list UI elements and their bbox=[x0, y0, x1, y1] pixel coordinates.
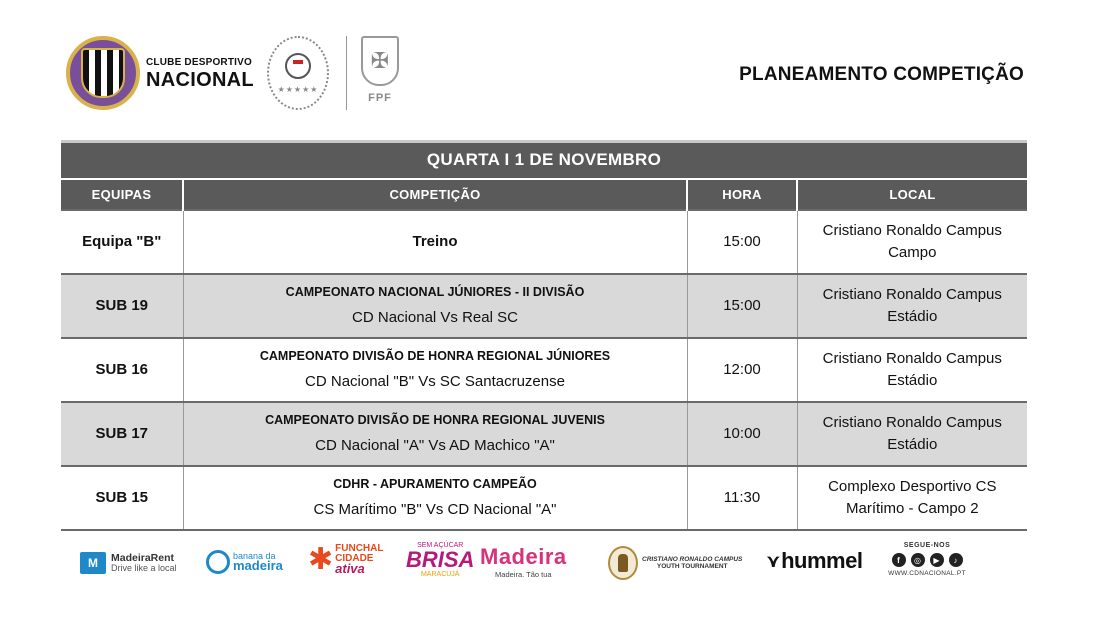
cr-campus-seal-icon bbox=[608, 546, 638, 580]
match-fixture: CD Nacional "B" Vs SC Santacruzense bbox=[305, 373, 565, 390]
sponsor-brisa-logo bbox=[406, 542, 474, 578]
madeirarent-icon: M bbox=[80, 552, 106, 574]
competition-name: CDHR - APURAMENTO CAMPEÃO bbox=[333, 477, 537, 491]
location-line2: Estádio bbox=[887, 371, 938, 389]
competition-cell bbox=[183, 338, 687, 402]
social-icons bbox=[882, 553, 972, 567]
madeirarent-tagline: Drive like a local bbox=[111, 562, 177, 573]
competition-name: CAMPEONATO DIVISÃO DE HONRA REGIONAL JUVENIS bbox=[265, 413, 605, 427]
madeira-tagline: Madeira. Tão tua bbox=[495, 570, 552, 579]
table-row bbox=[61, 210, 1027, 274]
running-figure-icon: ✱ bbox=[308, 542, 334, 576]
table-row bbox=[61, 338, 1027, 402]
time-cell: 15:00 bbox=[687, 210, 797, 274]
time-cell: 10:00 bbox=[687, 402, 797, 466]
competition-name: CAMPEONATO DIVISÃO DE HONRA REGIONAL JÚNIORES bbox=[259, 349, 611, 363]
location-line1: Cristiano Ronaldo Campus bbox=[822, 285, 1002, 303]
time-cell: 11:30 bbox=[687, 466, 797, 530]
match-fixture: CD Nacional "A" Vs AD Machico "A" bbox=[315, 437, 555, 454]
location-line1: Cristiano Ronaldo Campus bbox=[822, 413, 1002, 431]
table-row bbox=[61, 274, 1027, 338]
table-row bbox=[61, 466, 1027, 530]
fpf-logo bbox=[358, 36, 402, 114]
time-cell: 15:00 bbox=[687, 274, 797, 338]
location-line2: Estádio bbox=[887, 307, 938, 325]
competition-cell bbox=[183, 210, 687, 274]
match-fixture: CD Nacional Vs Real SC bbox=[352, 309, 518, 326]
location-line2: Marítimo - Campo 2 bbox=[846, 499, 979, 517]
club-name bbox=[146, 58, 254, 90]
sponsor-madeirarent-logo bbox=[80, 552, 177, 574]
youtube-icon[interactable]: ▶ bbox=[930, 553, 944, 567]
team-cell: SUB 16 bbox=[61, 338, 183, 402]
header-divider bbox=[346, 36, 347, 110]
competition-cell bbox=[183, 466, 687, 530]
football-icon bbox=[285, 53, 311, 79]
brisa-bottom: MARACUJÁ bbox=[420, 571, 460, 578]
team-cell: Equipa "B" bbox=[61, 210, 183, 274]
location-cell bbox=[797, 402, 1027, 466]
competition-name: CAMPEONATO NACIONAL JÚNIORES - II DIVISÃO bbox=[285, 285, 585, 299]
instagram-icon[interactable]: ◎ bbox=[911, 553, 925, 567]
team-cell: SUB 19 bbox=[61, 274, 183, 338]
brisa-name: BRISA bbox=[406, 547, 475, 572]
competition-cell bbox=[183, 402, 687, 466]
location-cell bbox=[797, 274, 1027, 338]
brisa-top: SEM AÇÚCAR bbox=[417, 542, 464, 549]
sponsor-banana-madeira-logo bbox=[206, 550, 283, 574]
location-cell bbox=[797, 210, 1027, 274]
hummel-chevron-icon: ⋎ bbox=[766, 550, 781, 571]
competition-cell bbox=[183, 274, 687, 338]
training-entity-certification-seal bbox=[267, 36, 329, 110]
schedule-day-heading: QUARTA I 1 DE NOVEMBRO bbox=[61, 142, 1027, 179]
schedule-table bbox=[61, 140, 1027, 531]
website-link[interactable]: WWW.CDNACIONAL.PT bbox=[888, 570, 966, 577]
facebook-icon[interactable]: f bbox=[892, 553, 906, 567]
banana-line1: banana da bbox=[233, 550, 276, 561]
shield-icon: ✠ bbox=[361, 36, 399, 86]
cr-campus-line2: YOUTH TOURNAMENT bbox=[656, 563, 728, 570]
table-row bbox=[61, 402, 1027, 466]
funchal-line2: CIDADE bbox=[335, 552, 374, 564]
social-follow-block bbox=[882, 542, 972, 577]
page-title: PLANEAMENTO COMPETIÇÃO bbox=[739, 64, 1024, 85]
team-cell: SUB 15 bbox=[61, 466, 183, 530]
sponsor-cr-campus-tournament-logo bbox=[608, 546, 742, 580]
certificate-stars: ★★★★★ bbox=[277, 84, 319, 94]
location-line1: Cristiano Ronaldo Campus bbox=[822, 221, 1002, 239]
madeirarent-name: MadeiraRent bbox=[111, 551, 175, 564]
cr-campus-line1: CRISTIANO RONALDO CAMPUS bbox=[642, 555, 743, 563]
madeira-name: Madeira bbox=[480, 544, 567, 569]
location-line1: Cristiano Ronaldo Campus bbox=[822, 349, 1002, 367]
location-line2: Campo bbox=[888, 243, 937, 261]
column-header-teams: EQUIPAS bbox=[61, 179, 183, 210]
column-header-location: LOCAL bbox=[797, 179, 1027, 210]
club-crest-logo bbox=[66, 36, 140, 110]
location-line2: Estádio bbox=[887, 435, 938, 453]
sponsor-funchal-cidade-ativa-logo bbox=[308, 544, 383, 575]
location-cell bbox=[797, 466, 1027, 530]
team-cell: SUB 17 bbox=[61, 402, 183, 466]
funchal-line1: FUNCHAL bbox=[335, 543, 384, 554]
location-cell bbox=[797, 338, 1027, 402]
club-name-line2: NACIONAL bbox=[146, 69, 254, 91]
time-cell: 12:00 bbox=[687, 338, 797, 402]
column-header-time: HORA bbox=[687, 179, 797, 210]
banana-line2: madeira bbox=[233, 558, 283, 574]
page-header bbox=[62, 32, 1026, 114]
competition-name: Treino bbox=[412, 233, 458, 250]
tiktok-icon[interactable]: ♪ bbox=[949, 553, 963, 567]
location-line1: Complexo Desportivo CS bbox=[828, 477, 997, 495]
hummel-name: hummel bbox=[781, 548, 863, 573]
column-header-competition: COMPETIÇÃO bbox=[183, 179, 687, 210]
funchal-line3: ativa bbox=[335, 561, 365, 576]
sponsors-bar bbox=[80, 542, 980, 588]
match-fixture: CS Marítimo "B" Vs CD Nacional "A" bbox=[313, 501, 557, 518]
club-name-line1: CLUBE DESPORTIVO bbox=[146, 57, 252, 68]
sponsor-hummel-logo bbox=[766, 548, 862, 574]
fpf-label: FPF bbox=[368, 92, 392, 104]
social-label: SEGUE-NOS bbox=[903, 542, 951, 549]
sponsor-madeira-logo bbox=[480, 546, 567, 579]
banana-ring-icon bbox=[206, 550, 230, 574]
